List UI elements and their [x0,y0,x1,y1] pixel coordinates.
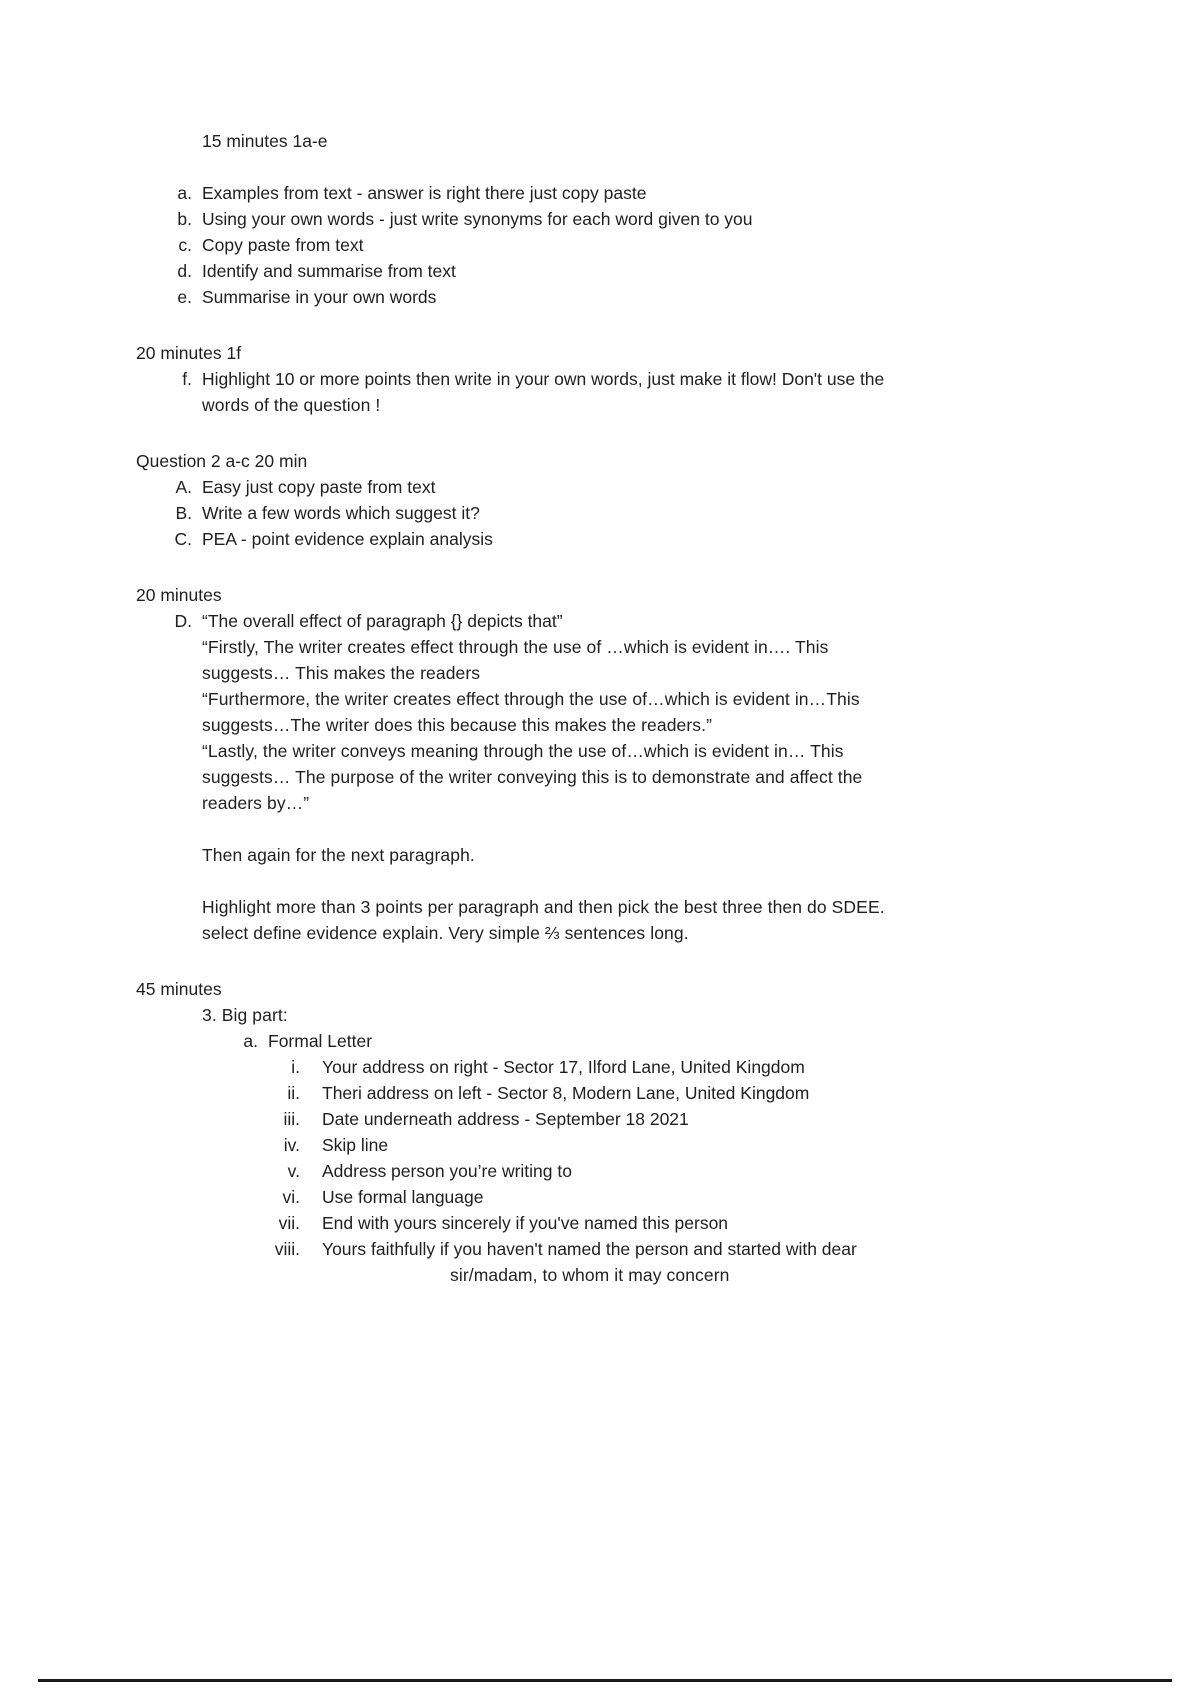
list-marker: f. [182,369,192,389]
list-marker: v. [287,1161,300,1181]
list-item [166,474,1016,500]
list-item-text: PEA - point evidence explain analysis [202,529,493,549]
spacer [136,418,1016,448]
spacer [136,816,1016,842]
quote-line: “Lastly, the writer conveys meaning through the use of…which is evident in… This [202,741,844,761]
list-item-text: Address person you’re writing to [322,1161,572,1181]
list-item [166,258,1016,284]
quote-line: readers by…” [202,793,310,813]
list-item-text: Date underneath address - September 18 2021 [322,1109,689,1129]
list-item [166,526,1016,552]
list-item-text: Identify and summarise from text [202,261,456,281]
document-content [136,128,1016,1288]
list-marker: vi. [282,1187,300,1207]
list-item-text: Yours faithfully if you haven't named the person and started with dear [322,1239,857,1259]
list-item-text: Formal Letter [268,1031,373,1051]
spacer [136,310,1016,340]
section-2-heading: 20 minutes 1f [136,343,242,363]
list-marker: D. [174,611,192,631]
list-item [264,1106,1016,1132]
list-item [264,1080,1016,1106]
section-4-heading: 20 minutes [136,585,222,605]
list-item-text: Theri address on left - Sector 8, Modern Lane, United Kingdom [322,1083,810,1103]
list-item [166,608,1016,634]
list-marker: d. [177,261,192,281]
list-item-continuation: words of the question ! [202,395,381,415]
note-highlight-line: Highlight more than 3 points per paragraph and then pick the best three then do SDEE. [202,897,885,917]
list-marker: viii. [274,1239,300,1259]
list-item-text: Write a few words which suggest it? [202,503,480,523]
note-highlight-line: select define evidence explain. Very simple ⅔ sentences long. [202,923,689,943]
list-marker: e. [177,287,192,307]
list-marker: B. [175,503,192,523]
section-3-heading: Question 2 a-c 20 min [136,451,308,471]
list-item-text: Using your own words - just write synonyms for each word given to you [202,209,753,229]
list-item [264,1054,1016,1080]
big-part-label: 3. Big part: [202,1005,288,1025]
list-item-text: Highlight 10 or more points then write in your own words, just make it flow! Don't use the [202,369,885,389]
spacer [136,868,1016,894]
list-item [166,206,1016,232]
list-item [264,1236,1016,1262]
list-item [264,1158,1016,1184]
spacer [136,154,1016,180]
list-item-text: “The overall effect of paragraph {} depicts that” [202,611,563,631]
list-marker: a. [243,1031,258,1051]
list-item-text: Your address on right - Sector 17, Ilford Lane, United Kingdom [322,1057,805,1077]
list-item-text: Easy just copy paste from text [202,477,436,497]
list-item [166,366,1016,392]
list-item-text: Use formal language [322,1187,484,1207]
list-item [264,1132,1016,1158]
spacer [136,552,1016,582]
list-marker: ii. [287,1083,300,1103]
page-left-margin [0,0,34,1700]
list-item [232,1028,1016,1054]
list-marker: c. [178,235,192,255]
quote-line: suggests… The purpose of the writer conveying this is to demonstrate and affect the [202,767,863,787]
section-5-heading: 45 minutes [136,979,222,999]
note-then-again: Then again for the next paragraph. [202,845,475,865]
section-1-heading: 15 minutes 1a-e [202,131,328,151]
list-marker: b. [177,209,192,229]
list-marker: i. [291,1057,300,1077]
list-item [166,180,1016,206]
list-item [166,500,1016,526]
list-marker: A. [175,477,192,497]
list-item [264,1210,1016,1236]
quote-line: suggests…The writer does this because this makes the readers.” [202,715,713,735]
list-item-text: Copy paste from text [202,235,364,255]
list-item-text: End with yours sincerely if you've named this person [322,1213,729,1233]
list-marker: iii. [283,1109,300,1129]
quote-line: suggests… This makes the readers [202,663,481,683]
quote-line: “Firstly, The writer creates effect through the use of …which is evident in…. This [202,637,829,657]
page-bottom-rule [38,1679,1172,1682]
list-item-text: Skip line [322,1135,389,1155]
list-marker: a. [177,183,192,203]
list-marker: vii. [278,1213,300,1233]
spacer [136,946,1016,976]
list-item-text: Summarise in your own words [202,287,437,307]
list-item [166,284,1016,310]
quote-line: “Furthermore, the writer creates effect through the use of…which is evident in…This [202,689,860,709]
list-item-text: Examples from text - answer is right there just copy paste [202,183,647,203]
list-marker: C. [174,529,192,549]
list-item [264,1184,1016,1210]
list-item-continuation: sir/madam, to whom it may concern [450,1265,730,1285]
list-item [166,232,1016,258]
list-marker: iv. [283,1135,300,1155]
